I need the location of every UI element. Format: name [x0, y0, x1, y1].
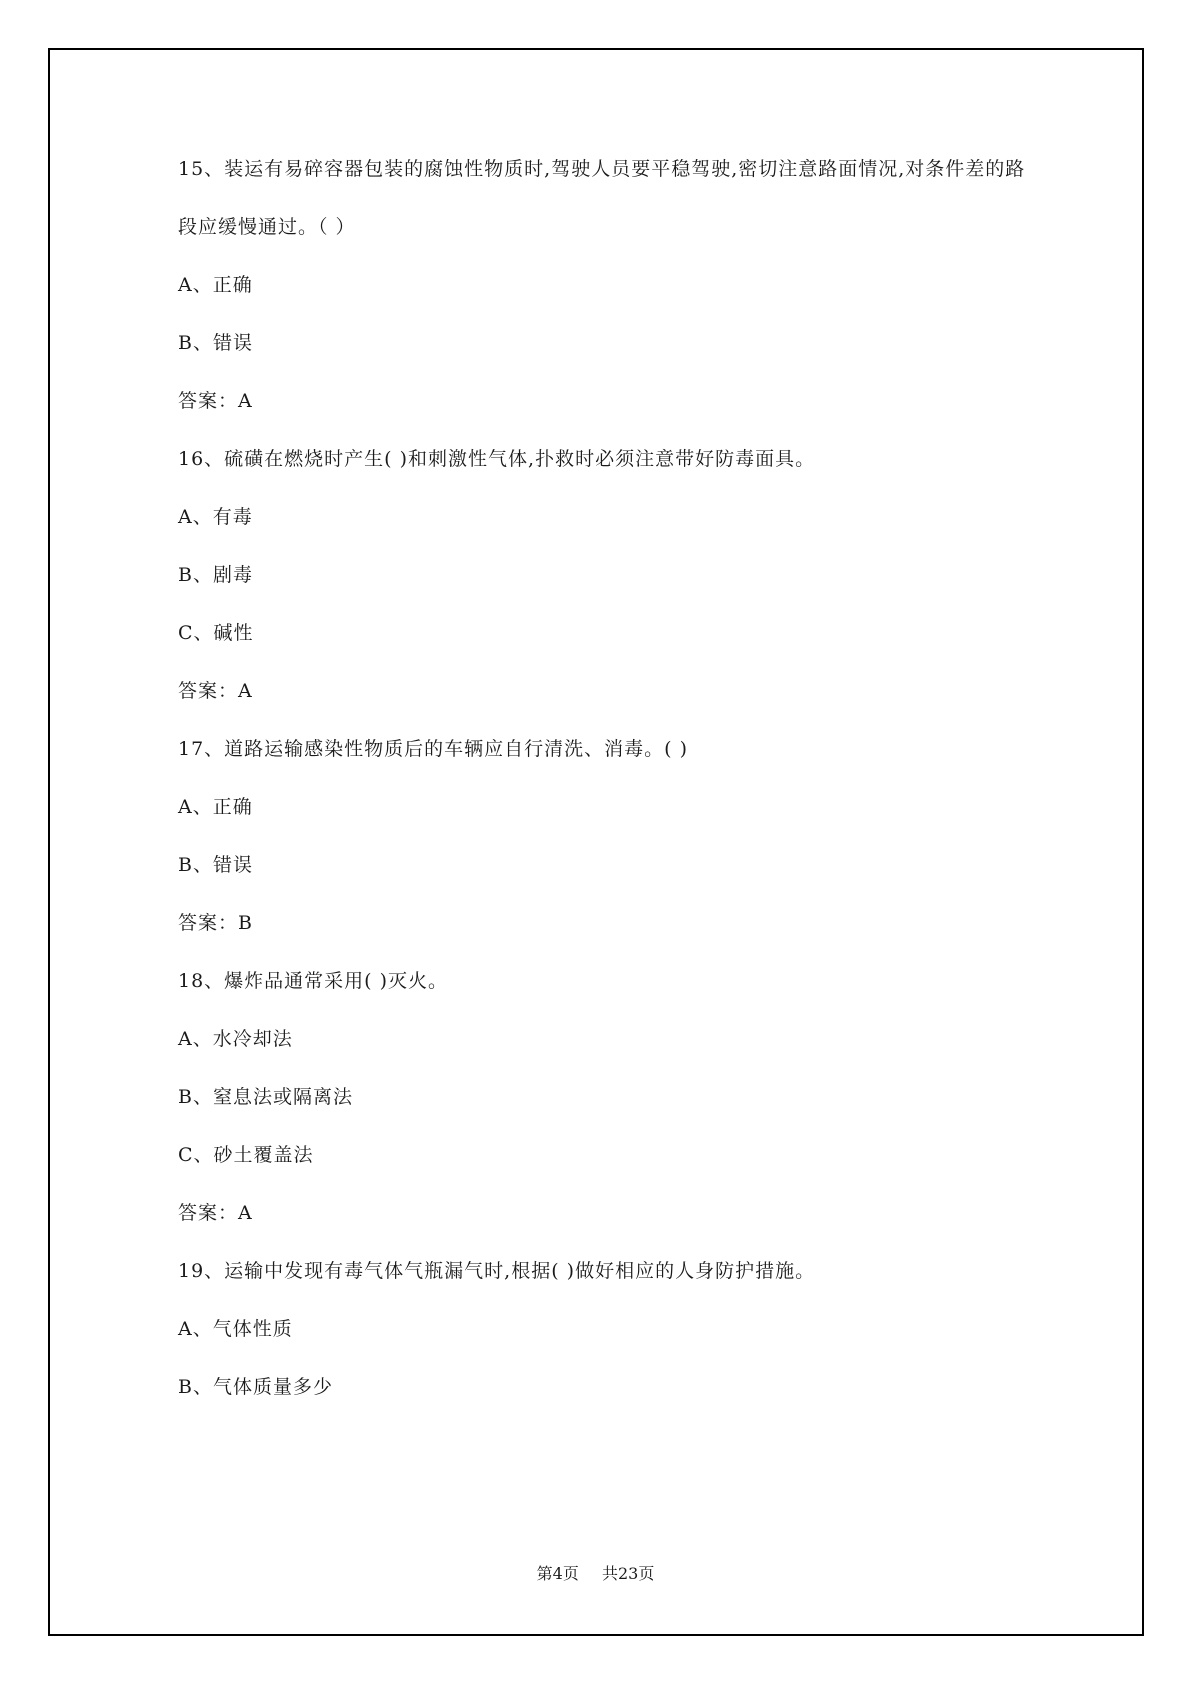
question-15-stem-line1: 15、装运有易碎容器包装的腐蚀性物质时,驾驶人员要平稳驾驶,密切注意路面情况,对条件差的路	[178, 158, 1026, 180]
page-footer	[0, 1564, 1191, 1584]
question-15-option-a: A、正确	[178, 274, 253, 296]
question-16-option-b: B、剧毒	[178, 564, 253, 586]
question-15-answer: 答案：A	[178, 390, 253, 412]
question-18-answer: 答案：A	[178, 1202, 253, 1224]
question-18-option-a: A、水冷却法	[178, 1028, 293, 1050]
page-total: 共23页	[601, 1564, 655, 1583]
question-18-option-c: C、砂土覆盖法	[178, 1144, 314, 1166]
question-16-option-a: A、有毒	[178, 506, 253, 528]
question-15-option-b: B、错误	[178, 332, 253, 354]
question-17-option-b: B、错误	[178, 854, 253, 876]
question-18-stem: 18、爆炸品通常采用( )灭火。	[178, 970, 449, 992]
question-19-option-a: A、气体性质	[178, 1318, 293, 1340]
question-19-stem: 19、运输中发现有毒气体气瓶漏气时,根据( )做好相应的人身防护措施。	[178, 1260, 816, 1282]
question-17-answer: 答案：B	[178, 912, 253, 934]
question-16-stem: 16、硫磺在燃烧时产生( )和刺激性气体,扑救时必须注意带好防毒面具。	[178, 448, 816, 470]
question-16-option-c: C、碱性	[178, 622, 254, 644]
question-17-option-a: A、正确	[178, 796, 253, 818]
question-19-option-b: B、气体质量多少	[178, 1376, 333, 1398]
question-18-option-b: B、窒息法或隔离法	[178, 1086, 353, 1108]
question-16-answer: 答案：A	[178, 680, 253, 702]
question-17-stem: 17、道路运输感染性物质后的车辆应自行清洗、消毒。( )	[178, 738, 689, 760]
page-number: 第4页	[536, 1564, 579, 1583]
question-15-stem-line2: 段应缓慢通过。（ ）	[178, 216, 356, 238]
